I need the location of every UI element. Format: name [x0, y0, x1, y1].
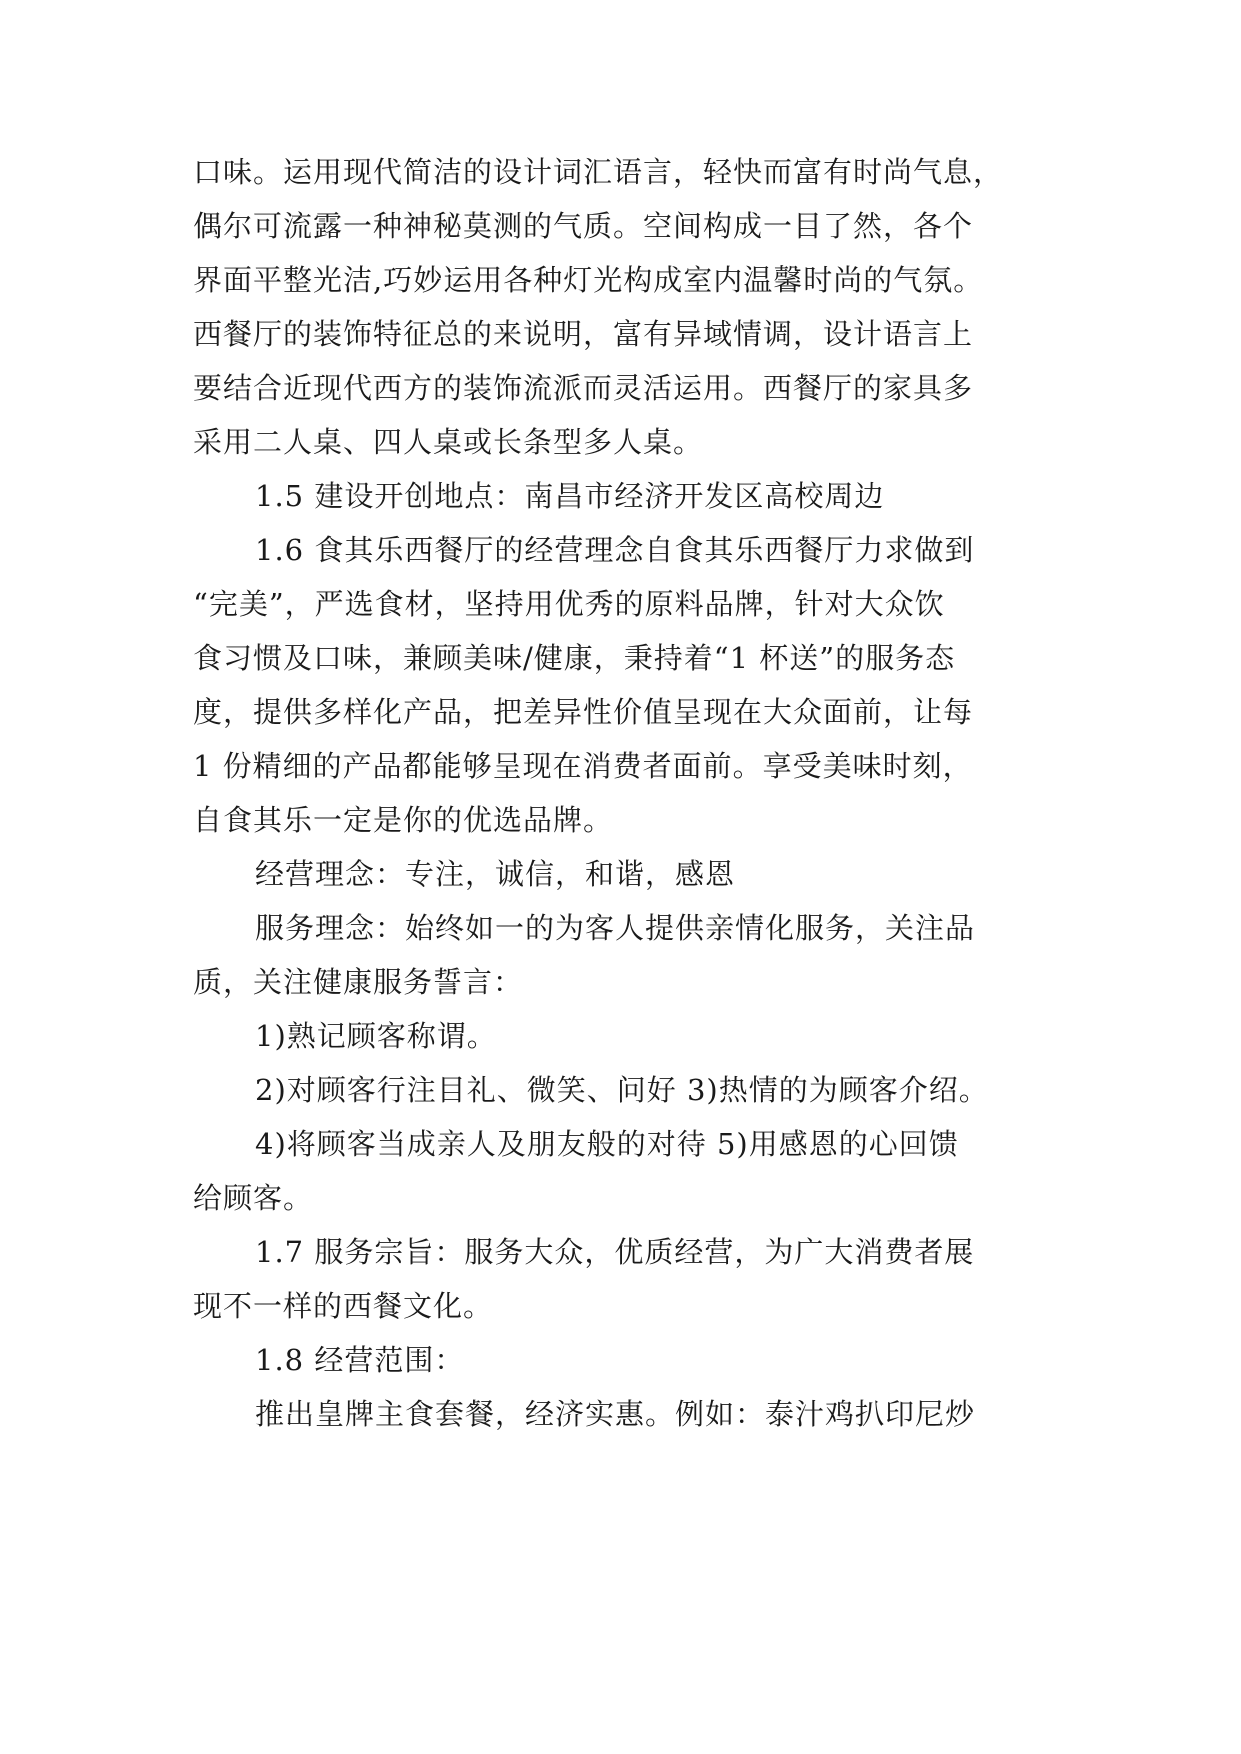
paragraph-line: 质，关注健康服务誓言：: [193, 965, 524, 999]
list-item: 1)熟记顾客称谓。: [255, 1019, 497, 1053]
paragraph-line: 现不一样的西餐文化。: [193, 1289, 494, 1323]
list-item: 2)对顾客行注目礼、微笑、问好 3)热情的为顾客介绍。: [255, 1073, 989, 1107]
list-item: 4)将顾客当成亲人及朋友般的对待 5)用感恩的心回馈: [255, 1127, 959, 1161]
paragraph-line: 界面平整光洁,巧妙运用各种灯光构成室内温馨时尚的气氛。: [193, 263, 984, 297]
paragraph-line: 自食其乐一定是你的优选品牌。: [193, 803, 614, 837]
paragraph-line: 要结合近现代西方的装饰流派而灵活运用。西餐厅的家具多: [193, 371, 974, 405]
paragraph-line: 西餐厅的装饰特征总的来说明，富有异域情调，设计语言上: [193, 317, 974, 351]
paragraph-line: 度，提供多样化产品，把差异性价值呈现在大众面前，让每: [193, 695, 974, 729]
section-heading-1-8: 1.8 经营范围：: [255, 1343, 465, 1377]
paragraph-line: 食习惯及口味，兼顾美味/健康，秉持着“1 杯送”的服务态: [193, 641, 956, 675]
paragraph-line: 给顾客。: [193, 1181, 314, 1215]
paragraph-line: 1 份精细的产品都能够呈现在消费者面前。享受美味时刻，: [193, 749, 973, 783]
paragraph-line: 采用二人桌、四人桌或长条型多人桌。: [193, 425, 704, 459]
paragraph-line: “完美”，严选食材，坚持用优秀的原料品牌，针对大众饮: [193, 587, 945, 621]
section-heading-1-5: 1.5 建设开创地点：南昌市经济开发区高校周边: [255, 479, 885, 513]
section-heading-1-7: 1.7 服务宗旨：服务大众，优质经营，为广大消费者展: [255, 1235, 975, 1269]
business-philosophy-line: 经营理念：专注，诚信，和谐，感恩: [255, 857, 736, 891]
paragraph-line: 推出皇牌主食套餐，经济实惠。例如：泰汁鸡扒印尼炒: [255, 1397, 976, 1431]
paragraph-line: 口味。运用现代简洁的设计词汇语言，轻快而富有时尚气息，: [193, 155, 1004, 189]
section-heading-1-6: 1.6 食其乐西餐厅的经营理念自食其乐西餐厅力求做到: [255, 533, 975, 567]
paragraph-line: 偶尔可流露一种神秘莫测的气质。空间构成一目了然，各个: [193, 209, 974, 243]
service-philosophy-line: 服务理念：始终如一的为客人提供亲情化服务，关注品: [255, 911, 976, 945]
